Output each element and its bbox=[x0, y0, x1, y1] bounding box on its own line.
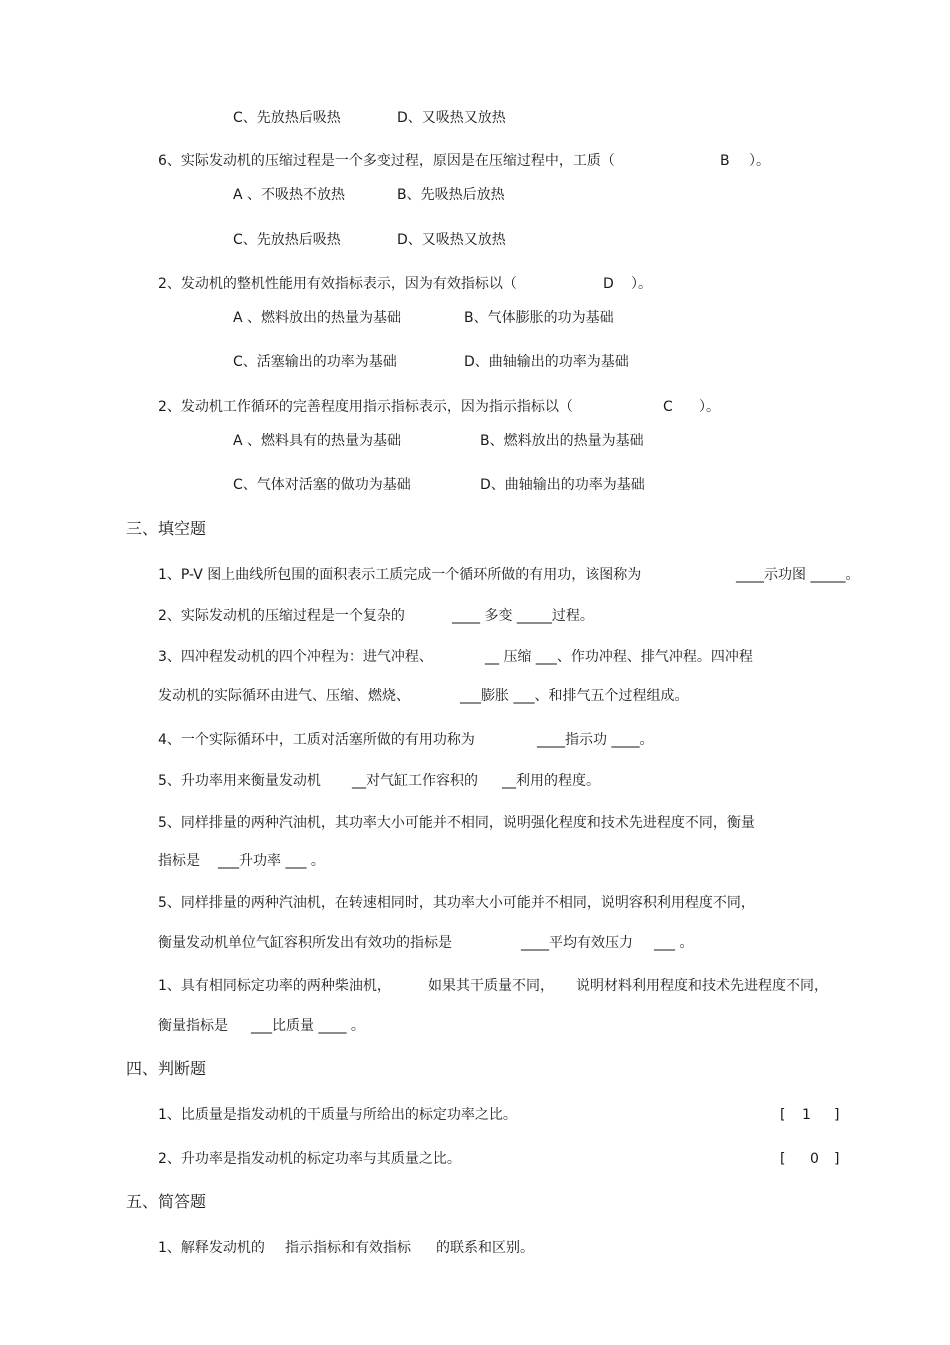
option-b: B、先吸热后放热 bbox=[397, 187, 505, 203]
fill-answer: ___比质量 ____ 。 bbox=[251, 1018, 365, 1034]
answer-bracket-open: [ bbox=[780, 1107, 786, 1123]
fill-question-text: 衡量指标是 bbox=[158, 1018, 228, 1034]
fill-question-text: 2、实际发动机的压缩过程是一个复杂的 bbox=[158, 608, 405, 624]
option-b: B、燃料放出的热量为基础 bbox=[480, 433, 644, 449]
answer-bracket-close: ] bbox=[834, 1107, 840, 1123]
question-stem: 2、发动机的整机性能用有效指标表示，因为有效指标以（ bbox=[158, 276, 517, 292]
fill-answer: ___膨胀 ___、和排气五个过程组成。 bbox=[460, 688, 689, 704]
question-answer: D bbox=[603, 276, 614, 292]
option-d: D、又吸热又放热 bbox=[397, 232, 506, 248]
fill-answer: ____平均有效压力 bbox=[521, 935, 633, 951]
option-b: B、气体膨胀的功为基础 bbox=[464, 310, 614, 326]
question-answer: C bbox=[663, 399, 673, 415]
fill-question-text: 5、升功率用来衡量发动机 bbox=[158, 773, 321, 789]
fill-question-text: 指标是 bbox=[158, 853, 200, 869]
fill-question-text: 说明材料利用程度和技术先进程度不同， bbox=[576, 978, 828, 994]
fill-answer: __利用的程度。 bbox=[502, 773, 600, 789]
fill-answer: __ 压缩 ___、作功冲程、排气冲程。四冲程 bbox=[485, 649, 753, 665]
option-a: A 、不吸热不放热 bbox=[233, 187, 346, 203]
question-stem: 6、实际发动机的压缩过程是一个多变过程，原因是在压缩过程中，工质（ bbox=[158, 153, 615, 169]
option-d: D、曲轴输出的功率为基础 bbox=[480, 477, 645, 493]
section-heading: 四、判断题 bbox=[126, 1059, 207, 1078]
short-answer-question: 指示指标和有效指标 bbox=[285, 1240, 411, 1256]
judge-answer: 0 bbox=[810, 1151, 819, 1167]
fill-answer: ____示功图 _____。 bbox=[736, 567, 860, 583]
option-d: D、曲轴输出的功率为基础 bbox=[464, 354, 629, 370]
question-end: ）。 bbox=[699, 399, 720, 415]
fill-question-text: 5、同样排量的两种汽油机，其功率大小可能并不相同，说明强化程度和技术先进程度不同，衡量 bbox=[158, 815, 755, 831]
judge-answer: 1 bbox=[802, 1107, 811, 1123]
section-heading: 三、填空题 bbox=[126, 519, 207, 538]
question-end: ）。 bbox=[631, 276, 652, 292]
fill-answer: ___升功率 ___ 。 bbox=[218, 853, 325, 869]
judge-question-text: 2、升功率是指发动机的标定功率与其质量之比。 bbox=[158, 1151, 461, 1167]
fill-question-text: 如果其干质量不同， bbox=[428, 978, 554, 994]
question-end: ）。 bbox=[749, 153, 770, 169]
fill-question-text: 5、同样排量的两种汽油机，在转速相同时，其功率大小可能并不相同，说明容积利用程度不同， bbox=[158, 895, 755, 911]
judge-question-text: 1、比质量是指发动机的干质量与所给出的标定功率之比。 bbox=[158, 1107, 517, 1123]
fill-answer: __对气缸工作容积的 bbox=[352, 773, 478, 789]
short-answer-question: 的联系和区别。 bbox=[436, 1240, 534, 1256]
fill-question-text: 衡量发动机单位气缸容积所发出有效功的指标是 bbox=[158, 935, 452, 951]
question-answer: B bbox=[720, 153, 730, 169]
answer-bracket-open: [ bbox=[780, 1151, 786, 1167]
fill-answer: ____ 多变 _____过程。 bbox=[452, 608, 594, 624]
section-heading: 五、简答题 bbox=[126, 1192, 207, 1211]
fill-answer: ___ 。 bbox=[654, 935, 694, 951]
fill-question-text: 1、具有相同标定功率的两种柴油机， bbox=[158, 978, 391, 994]
option-c: C、活塞输出的功率为基础 bbox=[233, 354, 397, 370]
short-answer-question: 1、解释发动机的 bbox=[158, 1240, 265, 1256]
option-c: C、先放热后吸热 bbox=[233, 110, 341, 126]
option-d: D、又吸热又放热 bbox=[397, 110, 506, 126]
fill-question-text: 4、一个实际循环中，工质对活塞所做的有用功称为 bbox=[158, 732, 475, 748]
fill-answer: ____指示功 ____。 bbox=[537, 732, 654, 748]
question-stem: 2、发动机工作循环的完善程度用指示指标表示，因为指示指标以（ bbox=[158, 399, 573, 415]
option-a: A 、燃料放出的热量为基础 bbox=[233, 310, 402, 326]
fill-question-text: 发动机的实际循环由进气、压缩、燃烧、 bbox=[158, 688, 410, 704]
option-c: C、气体对活塞的做功为基础 bbox=[233, 477, 411, 493]
fill-question-text: 1、P-V 图上曲线所包围的面积表示工质完成一个循环所做的有用功，该图称为 bbox=[158, 567, 642, 583]
option-c: C、先放热后吸热 bbox=[233, 232, 341, 248]
fill-question-text: 3、四冲程发动机的四个冲程为：进气冲程、 bbox=[158, 649, 433, 665]
option-a: A 、燃料具有的热量为基础 bbox=[233, 433, 402, 449]
answer-bracket-close: ] bbox=[834, 1151, 840, 1167]
